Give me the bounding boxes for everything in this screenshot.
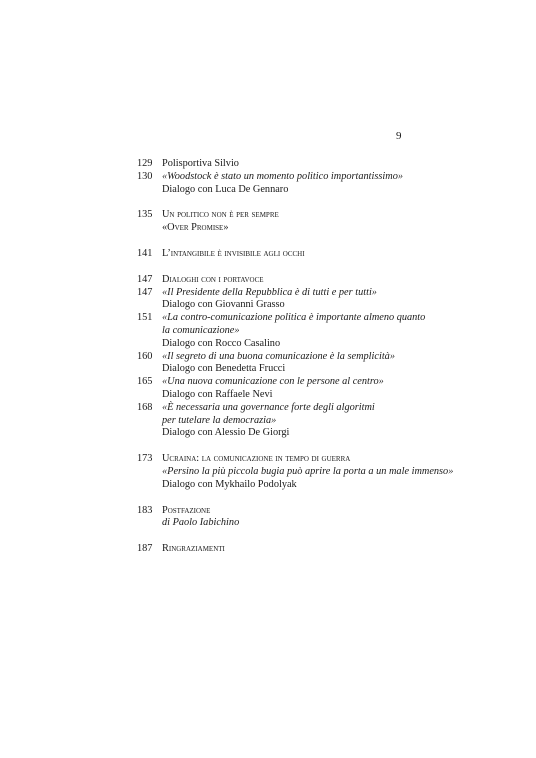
toc-section-title: Ucraina: la comunicazione in tempo di guerra (162, 453, 351, 465)
toc-quote: «Una nuova comunicazione con le persone al centro» (162, 376, 384, 388)
toc-entry (137, 248, 457, 261)
section-spacer (137, 235, 457, 248)
toc-entry-text (162, 453, 457, 491)
toc-page-number: 165 (137, 376, 153, 388)
toc-quote: «Persino la più piccola bugia può aprire la porta a un male immenso» (162, 465, 454, 477)
toc-page-number: 147 (137, 286, 153, 298)
toc-line: Dialogo con Rocco Casalino (162, 337, 281, 349)
toc-entry-text (162, 376, 457, 402)
toc-entry (137, 351, 457, 377)
toc-line: Dialogo con Raffaele Nevi (162, 388, 273, 400)
section-spacer (137, 492, 457, 505)
toc-section-title: Ringraziamenti (162, 543, 225, 555)
toc-quote: «È necessaria una governance forte degli algoritmi (162, 401, 375, 413)
toc-entry-text (162, 209, 457, 235)
toc-entry-text (162, 312, 457, 350)
section-spacer (137, 440, 457, 453)
toc-entry-text (162, 274, 457, 287)
toc-entry-text (162, 158, 457, 171)
toc-entry-text (162, 287, 457, 313)
toc-entry-text (162, 248, 457, 261)
toc-entry (137, 543, 457, 556)
toc-line: Dialogo con Luca De Gennaro (162, 183, 289, 195)
toc-page-number: 187 (137, 543, 153, 555)
toc-entry-text (162, 171, 457, 197)
toc-quote: di Paolo Iabichino (162, 517, 240, 529)
toc-section-title: L’intangibile è invisibile agli occhi (162, 247, 305, 259)
toc-entry-text (162, 505, 457, 531)
toc-line: Dialogo con Mykhailo Podolyak (162, 478, 297, 490)
toc-quote: per tutelare la democrazia» (162, 414, 277, 426)
toc-entry-text (162, 543, 457, 556)
section-spacer (137, 530, 457, 543)
toc-quote: «Il segreto di una buona comunicazione è la semplicità» (162, 350, 395, 362)
toc-page-number: 173 (137, 453, 153, 465)
toc-page-number: 141 (137, 247, 153, 259)
toc-page-number: 135 (137, 209, 153, 221)
table-of-contents (137, 158, 457, 556)
section-spacer (137, 196, 457, 209)
toc-line: Dialogo con Benedetta Frucci (162, 363, 286, 375)
toc-entry (137, 274, 457, 287)
toc-entry-text (162, 351, 457, 377)
toc-line: Polisportiva Silvio (162, 158, 239, 169)
toc-entry (137, 453, 457, 491)
toc-entry-text (162, 402, 457, 440)
toc-entry (137, 505, 457, 531)
section-spacer (137, 261, 457, 274)
toc-page-number: 147 (137, 273, 153, 285)
toc-page-number: 129 (137, 158, 153, 169)
toc-page-number: 151 (137, 312, 153, 324)
toc-page-number: 130 (137, 170, 153, 182)
toc-line: Dialogo con Alessio De Giorgi (162, 427, 290, 439)
toc-page-number: 183 (137, 504, 153, 516)
toc-entry (137, 209, 457, 235)
toc-page-number: 168 (137, 401, 153, 413)
toc-section-title: Un politico non è per sempre (162, 209, 279, 221)
toc-section-title: Postfazione (162, 504, 211, 516)
page-number: 9 (396, 130, 402, 142)
toc-quote: la comunicazione» (162, 324, 240, 336)
toc-line: Dialogo con Giovanni Grasso (162, 299, 285, 311)
toc-quote: «La contro-comunicazione politica è importante almeno quanto (162, 312, 426, 324)
toc-entry (137, 158, 457, 171)
toc-entry (137, 376, 457, 402)
toc-entry (137, 171, 457, 197)
toc-quote: «Woodstock è stato un momento politico importantissimo» (162, 170, 404, 182)
toc-entry (137, 287, 457, 313)
toc-entry (137, 312, 457, 350)
toc-entry (137, 402, 457, 440)
toc-quote: «Il Presidente della Repubblica è di tutti e per tutti» (162, 286, 377, 298)
toc-section-title: Dialoghi con i portavoce (162, 273, 264, 285)
toc-section-title: «Over Promise» (162, 222, 229, 234)
toc-page-number: 160 (137, 350, 153, 362)
